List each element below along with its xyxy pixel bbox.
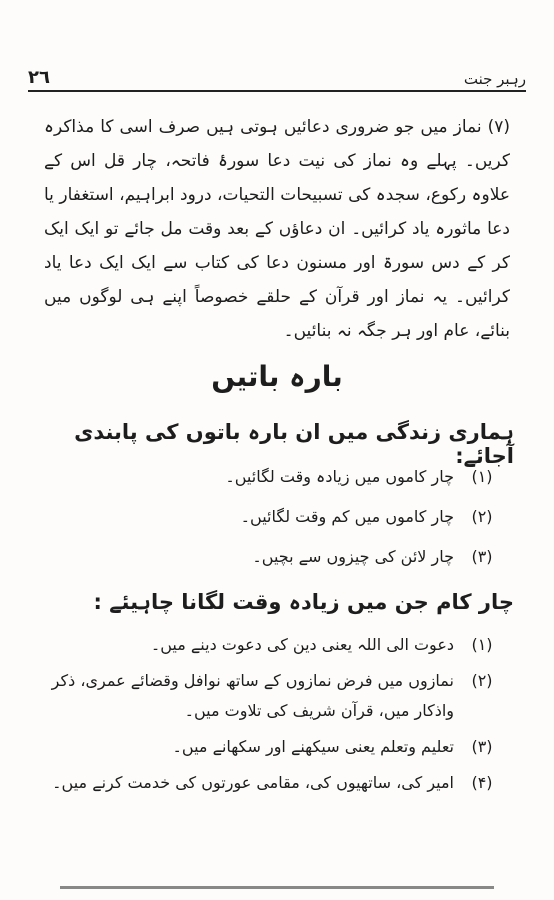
list-item <box>44 732 510 762</box>
item-number: (۱) <box>471 467 493 486</box>
item-text: نمازوں میں فرض نمازوں کے ساتھ نوافل وقضائے عمری، ذکر واذکار میں، قرآن شریف کی تلاوت میں۔ <box>51 671 454 720</box>
page-number: ٢٦ <box>28 67 50 88</box>
section2-list <box>44 630 510 804</box>
page-header <box>28 60 526 92</box>
item-text: چار کاموں میں کم وقت لگائیں۔ <box>240 507 454 526</box>
running-title: رہبر جنت <box>463 70 526 88</box>
section-heading: بارہ باتیں <box>211 360 343 393</box>
list-item <box>44 542 510 572</box>
item-text: دعوت الی اللہ یعنی دین کی دعوت دینے میں۔ <box>150 635 454 654</box>
list-item <box>44 502 510 532</box>
item-number: (۳) <box>471 737 493 756</box>
item-number: (۲) <box>471 507 493 526</box>
item-text: چار لائن کی چیزوں سے بچیں۔ <box>252 547 454 566</box>
footer-rule <box>60 886 494 889</box>
item-text: تعلیم وتعلم یعنی سیکھنے اور سکھانے میں۔ <box>172 737 454 756</box>
section1-list <box>44 462 510 582</box>
list-item <box>44 768 510 798</box>
body-paragraph: (۷) نماز میں جو ضروری دعائیں ہوتی ہیں صرف اسی کا مذاکرہ کریں۔ پہلے وہ نماز کی نیت دعا سورۂ فاتحہ، چار قل اس کے علاوہ رکوع، سجدہ کی تسبیحات التحیات، درود ابراہیم، استغفار یا دعا ماثورہ یاد کرائیں۔ ان دعاؤں کے بعد وقت مل جائے تو ایک ایک کر کے دس سورۃ اور مسنون دعا کی کتاب سے ایک ایک دعا یاد کرائیں۔ یہ نماز اور قرآن کے حلقے خصوصاً اپنے ہی لوگوں میں بنائے، عام اور ہر جگہ نہ بنائیں۔ <box>44 117 510 341</box>
item-number: (۳) <box>471 547 493 566</box>
item-text: چار کاموں میں زیادہ وقت لگائیں۔ <box>225 467 454 486</box>
item-number: (۲) <box>471 671 493 690</box>
section1-title: ہماری زندگی میں ان بارہ باتوں کی پابندی آجائے: <box>74 420 514 468</box>
list-item <box>44 666 510 726</box>
item-number: (۱) <box>471 635 493 654</box>
list-item <box>44 462 510 492</box>
item-number: (۴) <box>471 773 493 792</box>
section2-title: چار کام جن میں زیادہ وقت لگانا چاہیئے : <box>93 590 514 614</box>
item-text: امیر کی، ساتھیوں کی، مقامی عورتوں کی خدمت کرنے میں۔ <box>52 773 454 792</box>
list-item <box>44 630 510 660</box>
